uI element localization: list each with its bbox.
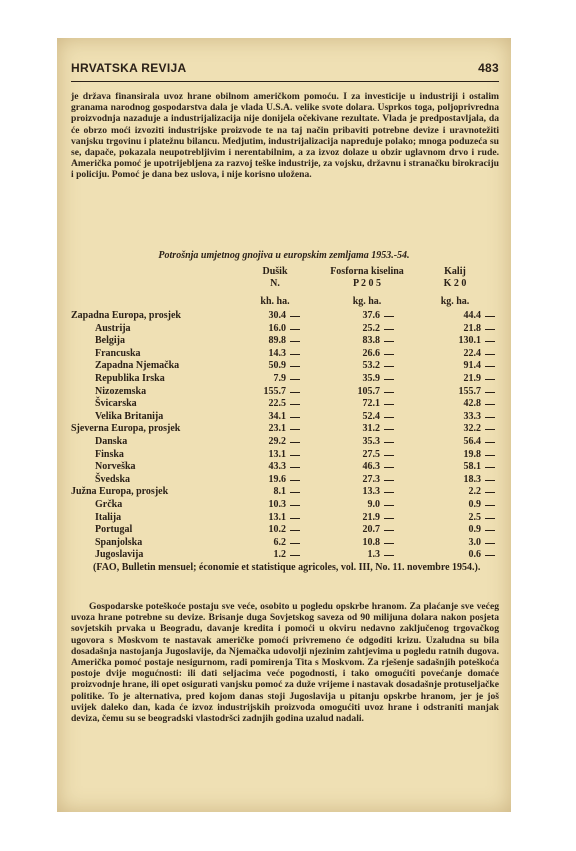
row-dash	[485, 429, 495, 430]
row-label: Austrija	[95, 322, 131, 334]
scanned-page	[57, 38, 511, 812]
table-source: (FAO, Bulletin mensuel; économie et statistique agricoles, vol. III, No. 11. novembre 1954.).	[93, 562, 481, 573]
row-dash	[384, 543, 394, 544]
row-value: 58.1	[463, 461, 481, 473]
row-dash	[384, 379, 394, 380]
row-dash	[290, 366, 300, 367]
header-rule	[71, 81, 499, 82]
table-row	[71, 449, 499, 461]
row-dash	[485, 417, 495, 418]
row-dash	[290, 518, 300, 519]
table-row	[71, 436, 499, 448]
row-value: 29.2	[268, 436, 286, 447]
table-row	[71, 373, 499, 385]
row-dash	[485, 404, 495, 405]
table-row	[71, 486, 499, 498]
row-value: 83.8	[362, 335, 380, 347]
row-value: 7.9	[273, 373, 286, 384]
row-dash	[290, 354, 300, 355]
row-dash	[384, 429, 394, 430]
row-dash	[384, 480, 394, 481]
row-dash	[485, 518, 495, 519]
row-value: 8.1	[273, 486, 286, 498]
row-value: 10.2	[268, 524, 286, 536]
row-value: 22.4	[463, 347, 481, 359]
table-row	[71, 499, 499, 511]
row-value: 26.6	[362, 347, 380, 359]
row-dash	[384, 341, 394, 342]
row-value: 50.9	[268, 360, 286, 372]
row-dash	[290, 455, 300, 456]
row-value: 33.3	[463, 410, 481, 422]
row-value: 46.3	[362, 461, 380, 473]
row-dash	[290, 492, 300, 493]
row-dash	[485, 329, 495, 330]
row-label: Sjeverna Europa, prosjek	[71, 423, 181, 435]
row-value: 31.2	[362, 423, 380, 435]
row-value: 14.3	[268, 347, 286, 359]
row-label: Jugoslavija	[95, 549, 144, 561]
row-value: 155.7	[458, 385, 481, 397]
row-value: 10.8	[362, 536, 380, 548]
column-unit-potassium: kg. ha.	[440, 296, 470, 307]
row-label: Belgija	[95, 335, 125, 347]
row-dash	[384, 404, 394, 405]
row-label: Norveška	[95, 461, 136, 473]
column-header-line1: Kalij	[444, 266, 466, 277]
row-dash	[290, 530, 300, 531]
row-dash	[384, 518, 394, 519]
row-value: 35.3	[362, 436, 380, 447]
row-dash	[290, 379, 300, 380]
row-value: 52.4	[362, 410, 380, 422]
row-value: 2.2	[468, 486, 481, 498]
row-value: 91.4	[463, 360, 481, 372]
column-header-nitrogen	[240, 266, 310, 290]
row-label: Nizozemska	[95, 385, 147, 397]
row-label: Švedska	[95, 473, 131, 485]
row-label: Spanjolska	[95, 536, 143, 548]
row-label: Velika Britanija	[95, 410, 164, 422]
table-row	[71, 549, 499, 561]
table-row	[71, 411, 499, 423]
row-value: 0.6	[468, 549, 481, 561]
row-value: 34.1	[268, 410, 286, 422]
table-row	[71, 348, 499, 360]
row-dash	[384, 366, 394, 367]
row-dash	[485, 543, 495, 544]
column-header-phosphoric-acid	[320, 266, 414, 290]
row-value: 43.3	[268, 461, 286, 473]
row-value: 30.4	[268, 310, 286, 321]
row-dash	[290, 329, 300, 330]
row-dash	[290, 404, 300, 405]
row-value: 32.2	[463, 423, 481, 435]
row-dash	[384, 392, 394, 393]
row-dash	[290, 341, 300, 342]
table-row	[71, 474, 499, 486]
row-dash	[290, 480, 300, 481]
row-label: Zapadna Europa, prosjek	[71, 310, 181, 321]
row-value: 13.1	[268, 448, 286, 460]
row-label: Švicarska	[95, 398, 137, 410]
row-label: Republika Irska	[95, 373, 165, 384]
row-dash	[384, 455, 394, 456]
row-dash	[290, 316, 300, 317]
row-value: 155.7	[263, 385, 286, 397]
row-value: 20.7	[362, 524, 380, 536]
table-row	[71, 398, 499, 410]
row-value: 23.1	[268, 423, 286, 435]
row-value: 18.3	[463, 473, 481, 485]
row-dash	[485, 366, 495, 367]
row-dash	[485, 480, 495, 481]
row-label: Grčka	[95, 499, 123, 510]
row-value: 35.9	[362, 373, 380, 384]
row-dash	[485, 455, 495, 456]
row-dash	[290, 392, 300, 393]
table-row	[71, 323, 499, 335]
table-row	[71, 461, 499, 473]
row-dash	[485, 492, 495, 493]
row-dash	[485, 341, 495, 342]
row-value: 6.2	[273, 536, 286, 548]
row-dash	[290, 442, 300, 443]
row-value: 27.5	[362, 448, 380, 460]
row-value: 9.0	[367, 499, 380, 510]
row-value: 53.2	[362, 360, 380, 372]
page-header	[71, 61, 499, 79]
row-dash	[384, 505, 394, 506]
row-value: 21.8	[463, 322, 481, 334]
row-dash	[485, 505, 495, 506]
row-label: Zapadna Njemačka	[95, 360, 180, 372]
row-dash	[384, 329, 394, 330]
row-dash	[290, 543, 300, 544]
table-row	[71, 335, 499, 347]
row-value: 13.1	[268, 511, 286, 523]
table-caption: Potrošnja umjetnog gnojiva u europskim zemljama 1953.-54.	[158, 250, 410, 261]
row-dash	[485, 467, 495, 468]
row-value: 16.0	[268, 322, 286, 334]
row-label: Finska	[95, 448, 124, 460]
column-header-line2: N.	[270, 278, 280, 289]
column-header-line1: Dušik	[262, 266, 288, 277]
row-dash	[485, 379, 495, 380]
row-value: 89.8	[268, 335, 286, 347]
row-value: 1.3	[367, 549, 380, 561]
row-value: 72.1	[362, 398, 380, 410]
row-label: Danska	[95, 436, 128, 447]
row-dash	[485, 442, 495, 443]
row-dash	[485, 530, 495, 531]
row-dash	[384, 316, 394, 317]
row-value: 42.8	[463, 398, 481, 410]
row-value: 0.9	[468, 499, 481, 510]
paragraph-bottom: Gospodarske poteškoće postaju sve veće, osobito u pogledu opskrbe hranom. Za plaćanje sve većeg uvoza hrane potrebne su devize. Brisanje duga Sovjetskog saveza od 90 milijuna dolara nakon posjeta sovjetskih prvaka u Beogradu, davanje kredita i pomoći u okviru nedavno zaključenog trgovačkog ugovora s Moskvom te nastavak američke pomoći privremeno će odgoditi krizu. Uzaludna su bila dosadašnja nastojanja Jugoslavije, da Njemačka udovolji njezinim zahtjevima u pogledu ratnih dugova. Američka pomoć postaje nesigurnom, radi pomirenja Tita s Moskvom. Za rješenje sadašnjih poteškoća postoje dvije mogućnosti: ili dati seljacima veće pogodnosti, i tako omogućiti povećanje domaće proizvodnje hrane, ili opet osigurati vanjsku pomoć za duže vrijeme i nastavak dosadašnje protuseljačke politike. To je alternativa, pred kojom danas stoji Jugoslavija u pitanju opskrbe hranom, jer je još uvijek daleko dan, kada će izvoz industrijskih proizvoda omogućiti uvoz hrane i odstraniti manjak deviza, čemu su se beogradski vlastodršci zadnjih godina uzalud nadali.	[71, 601, 499, 725]
table-row	[71, 524, 499, 536]
row-value: 44.4	[463, 310, 481, 321]
page-number: 483	[478, 61, 499, 75]
row-value: 19.8	[463, 448, 481, 460]
row-value: 25.2	[362, 322, 380, 334]
paragraph-top: je država finansirala uvoz hrane obilnom američkom pomoću. I za investicije u industriji i ostalim granama narodnog gospodarstva dala je vlada U.S.A. velike svote dolara. Usprkos toga, poljoprivredna proizvodnja nazaduje a industrijalizacija nije donijela očekivane rezultate. Vlada je predpostavljala, da će obrzo moći izvoziti industrijske proizvode te na taj način pribaviti potrebne devize i uravnotežiti vanjsku trgovinu i platežnu bilancu. Medjutim, industrijalizacija napreduje polako; mnoga poduzeća su se, dapače, pokazala neupotrebljivim i nerentabilnim, a za izvoz dolaze u obzir uglavnom drvo i rude. Američka pomoć je upotrijebljena za razvoj teške industrije, za vojsku, državnu i stranačku birokraciju i policiju. Pomoć je dana bez uslova, i nije korisno uložena.	[71, 91, 499, 181]
table-row	[71, 423, 499, 435]
row-dash	[384, 417, 394, 418]
journal-title: HRVATSKA REVIJA	[71, 61, 187, 75]
row-value: 10.3	[268, 499, 286, 510]
row-value: 21.9	[362, 511, 380, 523]
column-header-potassium	[423, 266, 487, 290]
column-header-line2: K 2 0	[443, 278, 467, 289]
row-value: 22.5	[268, 398, 286, 410]
row-dash	[485, 392, 495, 393]
row-dash	[290, 429, 300, 430]
row-dash	[384, 555, 394, 556]
row-value: 1.2	[273, 549, 286, 561]
row-value: 105.7	[357, 385, 380, 397]
table-row	[71, 386, 499, 398]
row-dash	[384, 530, 394, 531]
column-header-line2: P 2 0 5	[352, 278, 382, 289]
row-dash	[290, 467, 300, 468]
row-label: Portugal	[95, 524, 133, 536]
table-row	[71, 512, 499, 524]
table-row	[71, 360, 499, 372]
row-value: 0.9	[468, 524, 481, 536]
row-value: 27.3	[362, 473, 380, 485]
row-dash	[384, 467, 394, 468]
row-value: 21.9	[463, 373, 481, 384]
row-dash	[485, 316, 495, 317]
table-row	[71, 537, 499, 549]
row-dash	[290, 555, 300, 556]
row-dash	[384, 492, 394, 493]
column-unit-phosphoric-acid: kg. ha.	[352, 296, 382, 307]
row-dash	[384, 442, 394, 443]
row-value: 130.1	[458, 335, 481, 347]
row-label: Južna Europa, prosjek	[71, 486, 169, 498]
row-value: 13.3	[362, 486, 380, 498]
column-unit-nitrogen: kh. ha.	[260, 296, 290, 307]
column-header-line1: Fosforna kiselina	[330, 266, 404, 277]
row-label: Francuska	[95, 347, 141, 359]
table-row	[71, 310, 499, 322]
row-value: 2.5	[468, 511, 481, 523]
row-value: 56.4	[463, 436, 481, 447]
row-dash	[290, 417, 300, 418]
row-dash	[290, 505, 300, 506]
row-dash	[485, 555, 495, 556]
row-value: 19.6	[268, 473, 286, 485]
row-label: Italija	[95, 511, 122, 523]
row-dash	[485, 354, 495, 355]
row-value: 3.0	[468, 536, 481, 548]
row-value: 37.6	[362, 310, 380, 321]
row-dash	[384, 354, 394, 355]
